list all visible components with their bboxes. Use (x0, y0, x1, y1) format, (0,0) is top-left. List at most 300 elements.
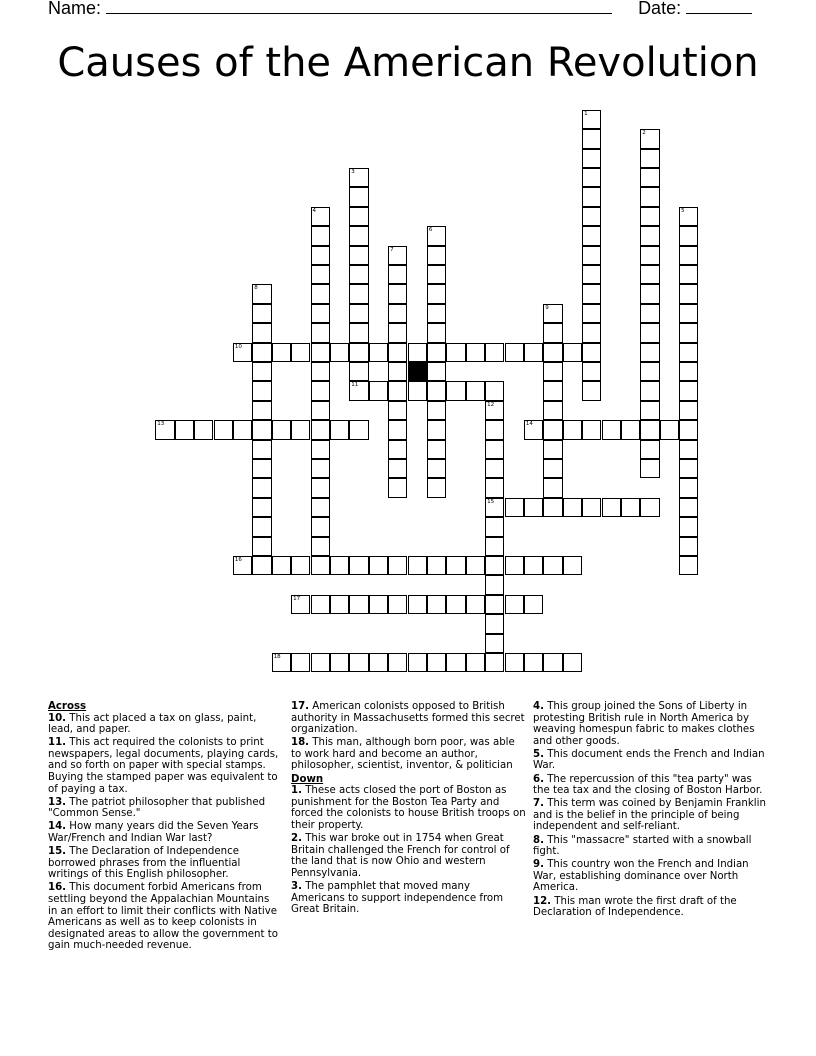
grid-cell[interactable] (582, 168, 601, 187)
clue-text: This act placed a tax on glass, paint, lead, and paper. (48, 712, 257, 736)
grid-cell[interactable] (679, 381, 698, 400)
grid-cell[interactable] (563, 498, 582, 517)
clue-text: This war broke out in 1754 when Great Britain challenged the French for control of the land that is now Ohio and western Pennsylvania. (291, 833, 510, 879)
grid-cell[interactable] (408, 556, 427, 575)
grid-cell[interactable] (660, 420, 679, 439)
grid-cell[interactable] (640, 226, 659, 245)
clue-number: 12 (487, 401, 495, 408)
clues-column-2 (291, 701, 527, 917)
grid-cell[interactable] (679, 284, 698, 303)
grid-cell[interactable] (388, 478, 407, 497)
grid-cell[interactable] (505, 498, 524, 517)
clue (533, 859, 769, 894)
grid-block (408, 362, 427, 381)
grid-cell[interactable] (679, 246, 698, 265)
grid-cell[interactable] (543, 420, 562, 439)
grid-cell[interactable] (640, 284, 659, 303)
grid-cell[interactable] (291, 556, 310, 575)
grid-cell[interactable] (311, 420, 330, 439)
grid-cell[interactable] (349, 207, 368, 226)
grid-cell[interactable] (485, 440, 504, 459)
grid-cell[interactable] (543, 440, 562, 459)
clue (533, 798, 769, 833)
grid-cell[interactable] (252, 440, 271, 459)
clue-number: 15 (487, 498, 495, 505)
grid-cell[interactable] (582, 304, 601, 323)
clue-number: 11 (351, 382, 359, 389)
grid-cell[interactable] (602, 498, 621, 517)
grid-cell[interactable] (330, 595, 349, 614)
grid-cell[interactable] (252, 556, 271, 575)
grid-cell[interactable] (388, 595, 407, 614)
grid-cell[interactable] (485, 420, 504, 439)
grid-cell[interactable] (543, 401, 562, 420)
grid-cell[interactable] (679, 440, 698, 459)
grid-cell[interactable] (388, 246, 407, 265)
clue-number: 3 (351, 169, 355, 175)
grid-cell[interactable] (252, 420, 271, 439)
grid-cell[interactable] (291, 420, 310, 439)
grid-cell[interactable] (640, 149, 659, 168)
grid-cell[interactable] (466, 343, 485, 362)
grid-cell[interactable] (427, 459, 446, 478)
grid-cell[interactable] (582, 420, 601, 439)
grid-cell[interactable] (252, 401, 271, 420)
clue (533, 896, 769, 919)
grid-cell[interactable] (311, 343, 330, 362)
grid-cell[interactable] (349, 420, 368, 439)
grid-cell[interactable] (582, 187, 601, 206)
grid-cell[interactable] (388, 265, 407, 284)
grid-cell[interactable] (485, 575, 504, 594)
clue-number: 5 (681, 207, 685, 214)
grid-cell[interactable] (679, 304, 698, 323)
grid-cell[interactable] (543, 343, 562, 362)
grid-cell[interactable] (640, 207, 659, 226)
clue-list (291, 701, 527, 772)
clue-number: 2 (642, 130, 646, 137)
grid-cell[interactable] (543, 498, 562, 517)
grid-cell[interactable] (291, 653, 310, 672)
grid-cell[interactable] (311, 517, 330, 536)
clue-number: 10. (48, 712, 67, 724)
grid-cell[interactable] (485, 537, 504, 556)
clue-text: This document ends the French and Indian War. (533, 748, 765, 772)
grid-cell[interactable] (582, 110, 601, 129)
grid-cell[interactable] (505, 556, 524, 575)
grid-cell[interactable] (679, 537, 698, 556)
grid-cell[interactable] (582, 129, 601, 148)
grid-cell[interactable] (408, 343, 427, 362)
grid-cell[interactable] (640, 246, 659, 265)
grid-cell[interactable] (582, 284, 601, 303)
grid-cell[interactable] (485, 556, 504, 575)
grid-cell[interactable] (311, 556, 330, 575)
grid-cell[interactable] (233, 343, 252, 362)
grid-cell[interactable] (640, 420, 659, 439)
grid-cell[interactable] (563, 556, 582, 575)
grid-cell[interactable] (252, 304, 271, 323)
clue-text: How many years did the Seven Years War/French and Indian War last? (48, 821, 259, 845)
grid-cell[interactable] (524, 420, 543, 439)
clue-text: The repercussion of this "tea party" was the tea tax and the closing of Boston Harbor. (533, 773, 763, 797)
grid-cell[interactable] (349, 556, 368, 575)
grid-cell[interactable] (679, 362, 698, 381)
grid-cell[interactable] (388, 556, 407, 575)
grid-cell[interactable] (543, 653, 562, 672)
grid-cell[interactable] (640, 304, 659, 323)
clue-number: 16. (48, 882, 67, 894)
grid-cell[interactable] (330, 556, 349, 575)
grid-cell[interactable] (679, 207, 698, 226)
grid-cell[interactable] (272, 420, 291, 439)
grid-cell[interactable] (311, 246, 330, 265)
grid-cell[interactable] (679, 498, 698, 517)
grid-cell[interactable] (427, 478, 446, 497)
clues-column-1 (48, 701, 280, 953)
grid-cell[interactable] (640, 440, 659, 459)
clue-list (533, 701, 769, 919)
clue-number: 8 (254, 285, 258, 292)
grid-cell[interactable] (330, 653, 349, 672)
grid-cell[interactable] (446, 595, 465, 614)
grid-cell[interactable] (602, 420, 621, 439)
grid-cell[interactable] (155, 420, 174, 439)
grid-cell[interactable] (582, 381, 601, 400)
grid-cell[interactable] (311, 265, 330, 284)
grid-cell[interactable] (311, 653, 330, 672)
grid-cell[interactable] (524, 498, 543, 517)
grid-cell[interactable] (233, 556, 252, 575)
grid-cell[interactable] (349, 246, 368, 265)
grid-cell[interactable] (291, 343, 310, 362)
grid-cell[interactable] (252, 517, 271, 536)
grid-cell[interactable] (311, 207, 330, 226)
clue-number: 17 (293, 595, 301, 602)
grid-cell[interactable] (388, 381, 407, 400)
grid-cell[interactable] (582, 246, 601, 265)
grid-cell[interactable] (349, 343, 368, 362)
grid-cell[interactable] (427, 284, 446, 303)
grid-cell[interactable] (563, 653, 582, 672)
clue-number: 5. (533, 748, 544, 760)
grid-cell[interactable] (485, 343, 504, 362)
grid-cell[interactable] (582, 498, 601, 517)
page-title: Causes of the American Revolution (57, 40, 759, 86)
grid-cell[interactable] (485, 478, 504, 497)
grid-cell[interactable] (485, 517, 504, 536)
grid-cell[interactable] (311, 498, 330, 517)
grid-cell[interactable] (466, 653, 485, 672)
clue-list (48, 713, 280, 952)
grid-cell[interactable] (427, 265, 446, 284)
clue (48, 737, 280, 795)
grid-cell[interactable] (349, 265, 368, 284)
grid-cell[interactable] (621, 420, 640, 439)
grid-cell[interactable] (388, 304, 407, 323)
grid-cell[interactable] (524, 343, 543, 362)
clue-text: This man wrote the first draft of the Declaration of Independence. (533, 895, 737, 919)
clue (48, 797, 280, 820)
grid-cell[interactable] (582, 362, 601, 381)
grid-cell[interactable] (679, 401, 698, 420)
clue-text: These acts closed the port of Boston as punishment for the Boston Tea Party and forced the colonists to house British troops on their property. (291, 785, 526, 831)
grid-cell[interactable] (640, 323, 659, 342)
grid-cell[interactable] (505, 343, 524, 362)
grid-cell[interactable] (330, 343, 349, 362)
grid-cell[interactable] (543, 304, 562, 323)
grid-cell[interactable] (388, 323, 407, 342)
grid-cell[interactable] (485, 381, 504, 400)
grid-cell[interactable] (175, 420, 194, 439)
grid-cell[interactable] (349, 304, 368, 323)
grid-cell[interactable] (427, 343, 446, 362)
grid-cell[interactable] (427, 420, 446, 439)
clue-number: 14. (48, 821, 67, 833)
clue-number: 18. (291, 737, 310, 749)
grid-cell[interactable] (679, 323, 698, 342)
grid-cell[interactable] (252, 343, 271, 362)
clue (291, 701, 527, 736)
clue (291, 785, 527, 831)
grid-cell[interactable] (252, 537, 271, 556)
grid-cell[interactable] (679, 420, 698, 439)
grid-cell[interactable] (311, 595, 330, 614)
clue (291, 881, 527, 916)
grid-cell[interactable] (505, 653, 524, 672)
down-heading: Down (291, 773, 324, 785)
clue (291, 737, 527, 772)
grid-cell[interactable] (466, 595, 485, 614)
grid-cell[interactable] (408, 595, 427, 614)
grid-cell[interactable] (369, 595, 388, 614)
clue-number: 13. (48, 796, 67, 808)
clue-number: 16 (234, 557, 242, 563)
grid-cell[interactable] (524, 595, 543, 614)
grid-cell[interactable] (252, 498, 271, 517)
across-heading: Across (48, 701, 87, 712)
grid-cell[interactable] (485, 634, 504, 653)
grid-cell[interactable] (427, 304, 446, 323)
grid-cell[interactable] (369, 653, 388, 672)
grid-cell[interactable] (369, 556, 388, 575)
grid-cell[interactable] (582, 207, 601, 226)
clue-number: 6 (428, 227, 433, 234)
grid-cell[interactable] (640, 381, 659, 400)
grid-cell[interactable] (543, 362, 562, 381)
grid-cell[interactable] (446, 381, 465, 400)
grid-cell[interactable] (582, 149, 601, 168)
clue-number: 9. (533, 859, 544, 871)
grid-cell[interactable] (543, 556, 562, 575)
grid-cell[interactable] (311, 304, 330, 323)
grid-cell[interactable] (466, 381, 485, 400)
grid-cell[interactable] (349, 226, 368, 245)
grid-cell[interactable] (388, 653, 407, 672)
grid-cell[interactable] (485, 459, 504, 478)
grid-cell[interactable] (349, 168, 368, 187)
grid-cell[interactable] (640, 265, 659, 284)
grid-cell[interactable] (427, 440, 446, 459)
grid-cell[interactable] (349, 362, 368, 381)
grid-cell[interactable] (311, 401, 330, 420)
grid-cell[interactable] (582, 226, 601, 245)
clue (533, 701, 769, 747)
grid-cell[interactable] (679, 265, 698, 284)
grid-cell[interactable] (311, 459, 330, 478)
grid-cell[interactable] (485, 401, 504, 420)
grid-cell[interactable] (388, 440, 407, 459)
grid-cell[interactable] (582, 323, 601, 342)
grid-cell[interactable] (640, 129, 659, 148)
grid-cell[interactable] (388, 459, 407, 478)
grid-cell[interactable] (311, 226, 330, 245)
clue-number: 14 (525, 421, 533, 428)
grid-cell[interactable] (427, 246, 446, 265)
grid-cell[interactable] (640, 343, 659, 362)
grid-cell[interactable] (330, 420, 349, 439)
grid-cell[interactable] (485, 614, 504, 633)
grid-cell[interactable] (272, 653, 291, 672)
grid-cell[interactable] (252, 323, 271, 342)
grid-cell[interactable] (311, 362, 330, 381)
grid-cell[interactable] (679, 226, 698, 245)
grid-cell[interactable] (252, 478, 271, 497)
grid-cell[interactable] (311, 478, 330, 497)
grid-cell[interactable] (427, 362, 446, 381)
grid-cell[interactable] (427, 381, 446, 400)
grid-cell[interactable] (446, 653, 465, 672)
grid-cell[interactable] (563, 420, 582, 439)
clue-text: The pamphlet that moved many Americans to support independence from Great Britain. (291, 880, 504, 916)
grid-cell[interactable] (311, 284, 330, 303)
grid-cell[interactable] (349, 284, 368, 303)
clue-number: 10 (234, 343, 242, 350)
grid-cell[interactable] (427, 401, 446, 420)
grid-cell[interactable] (679, 478, 698, 497)
grid-cell[interactable] (311, 323, 330, 342)
grid-cell[interactable] (446, 343, 465, 362)
grid-cell[interactable] (640, 401, 659, 420)
grid-cell[interactable] (272, 556, 291, 575)
grid-cell[interactable] (427, 653, 446, 672)
grid-cell[interactable] (543, 478, 562, 497)
grid-cell[interactable] (679, 556, 698, 575)
grid-cell[interactable] (388, 284, 407, 303)
clue (48, 713, 280, 736)
date-label: Date: (638, 0, 682, 18)
clue-number: 3. (291, 880, 302, 892)
grid-cell[interactable] (427, 226, 446, 245)
grid-cell[interactable] (388, 343, 407, 362)
grid-cell[interactable] (272, 343, 291, 362)
grid-cell[interactable] (446, 556, 465, 575)
clue (48, 882, 280, 952)
grid-cell[interactable] (349, 653, 368, 672)
clues-column-3 (533, 701, 769, 920)
clue-number: 6. (533, 773, 544, 785)
grid-cell[interactable] (349, 595, 368, 614)
grid-cell[interactable] (252, 381, 271, 400)
grid-cell[interactable] (311, 381, 330, 400)
grid-cell[interactable] (408, 653, 427, 672)
grid-cell[interactable] (427, 595, 446, 614)
grid-cell[interactable] (194, 420, 213, 439)
grid-cell[interactable] (505, 595, 524, 614)
grid-cell[interactable] (252, 284, 271, 303)
grid-cell[interactable] (388, 420, 407, 439)
grid-cell[interactable] (214, 420, 233, 439)
clue-text: The patriot philosopher that published "Common Sense." (48, 796, 266, 820)
grid-cell[interactable] (524, 556, 543, 575)
grid-cell[interactable] (485, 498, 504, 517)
grid-cell[interactable] (388, 401, 407, 420)
grid-cell[interactable] (388, 362, 407, 381)
grid-cell[interactable] (640, 168, 659, 187)
clue-number: 18 (273, 654, 281, 660)
grid-cell[interactable] (311, 537, 330, 556)
grid-cell[interactable] (640, 187, 659, 206)
grid-cell[interactable] (621, 498, 640, 517)
grid-cell[interactable] (543, 381, 562, 400)
grid-cell[interactable] (427, 556, 446, 575)
grid-cell[interactable] (543, 459, 562, 478)
grid-cell[interactable] (427, 323, 446, 342)
grid-cell[interactable] (485, 653, 504, 672)
grid-cell[interactable] (466, 556, 485, 575)
grid-cell[interactable] (369, 343, 388, 362)
clue-text: This "massacre" started with a snowball fight. (533, 834, 752, 858)
clue-number: 1. (291, 785, 302, 797)
clue-number: 7. (533, 798, 544, 810)
grid-cell[interactable] (524, 653, 543, 672)
clue (533, 774, 769, 797)
grid-cell[interactable] (252, 459, 271, 478)
clue-text: This document forbid Americans from settling beyond the Appalachian Mountains in an effort to limit their conflicts with Native Americans as well as to keep colonists in designated areas to allow the government to gain much-needed revenue. (48, 882, 278, 952)
grid-cell[interactable] (640, 498, 659, 517)
clue (533, 749, 769, 772)
grid-cell[interactable] (582, 343, 601, 362)
grid-cell[interactable] (543, 323, 562, 342)
grid-cell[interactable] (408, 381, 427, 400)
grid-cell[interactable] (311, 440, 330, 459)
clue-number: 15. (48, 846, 67, 858)
clue-number: 8. (533, 834, 544, 846)
clue-number: 12. (533, 895, 552, 907)
grid-cell[interactable] (679, 343, 698, 362)
grid-cell[interactable] (349, 187, 368, 206)
clue-text: American colonists opposed to British authority in Massachusetts formed this secret organization. (291, 701, 525, 736)
grid-cell[interactable] (252, 362, 271, 381)
clue-text: The Declaration of Independence borrowed phrases from the influential writings of this English philosopher. (48, 846, 241, 881)
clue-number: 2. (291, 833, 302, 845)
grid-cell[interactable] (369, 381, 388, 400)
grid-cell[interactable] (640, 459, 659, 478)
grid-cell[interactable] (679, 459, 698, 478)
grid-cell[interactable] (485, 595, 504, 614)
clue-number: 4. (533, 701, 544, 712)
grid-cell[interactable] (679, 517, 698, 536)
grid-cell[interactable] (233, 420, 252, 439)
grid-cell[interactable] (640, 362, 659, 381)
grid-cell[interactable] (291, 595, 310, 614)
grid-cell[interactable] (582, 265, 601, 284)
grid-cell[interactable] (349, 381, 368, 400)
grid-cell[interactable] (563, 343, 582, 362)
clue-list (291, 785, 527, 916)
clue (291, 833, 527, 879)
grid-cell[interactable] (349, 323, 368, 342)
